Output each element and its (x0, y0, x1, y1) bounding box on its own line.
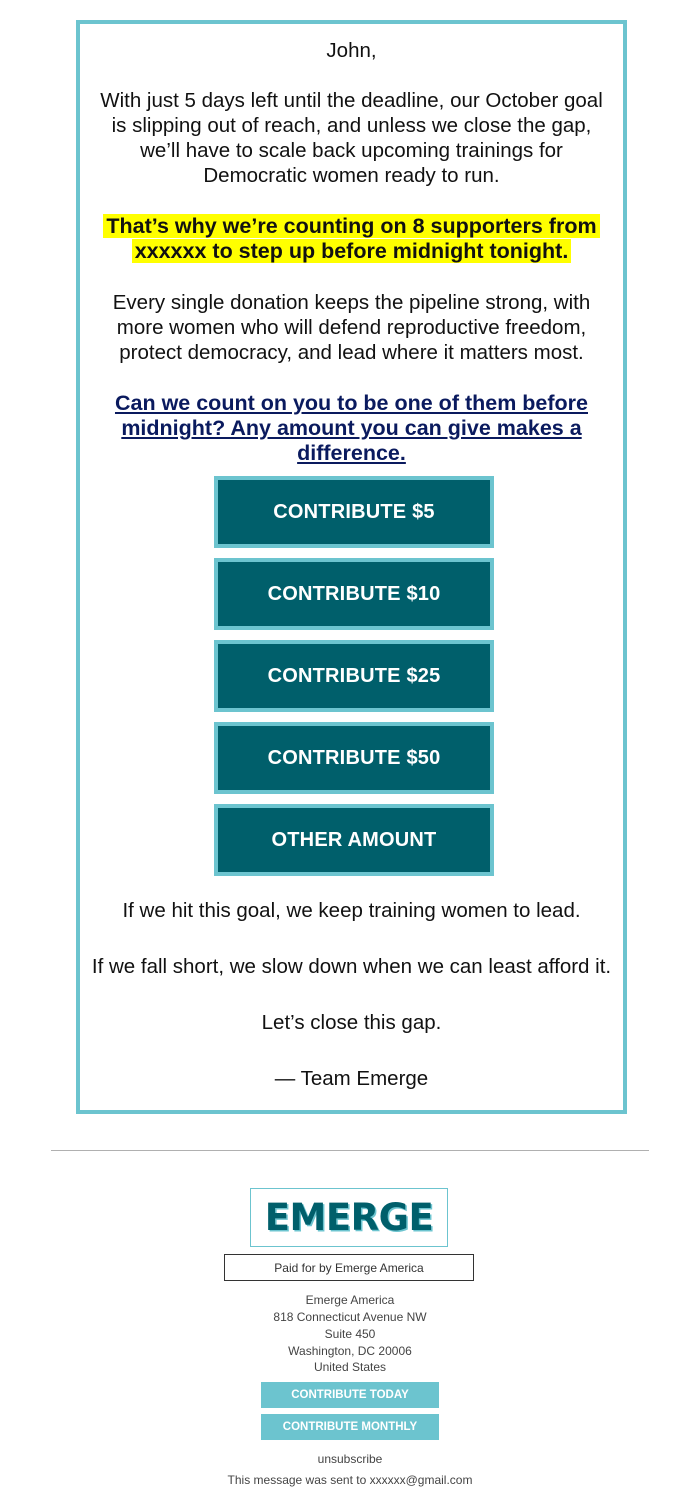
address-suite: Suite 450 (324, 1327, 376, 1341)
close-gap-line: Let’s close this gap. (261, 1011, 442, 1034)
greeting: John, (326, 39, 377, 62)
fall-short-line: If we fall short, we slow down when we can least afford it. (91, 955, 612, 978)
email-card (76, 20, 627, 1114)
sent-to-notice: This message was sent to xxxxxx@gmail.com (227, 1473, 473, 1487)
contribute-5-button[interactable]: CONTRIBUTE $5 (214, 476, 494, 548)
other-amount-button[interactable]: OTHER AMOUNT (214, 804, 494, 876)
intro-paragraph: With just 5 days left until the deadline, our October goal is slipping out of reach, and unless we close the gap, we’ll have to scale back upcoming trainings for Democratic women ready to run. (100, 89, 603, 187)
pipeline-paragraph: Every single donation keeps the pipeline strong, with more women who will defend reproductive freedom, protect democracy, and lead where it matters most. (112, 291, 591, 364)
address-street: 818 Connecticut Avenue NW (273, 1310, 427, 1324)
contribute-25-button[interactable]: CONTRIBUTE $25 (214, 640, 494, 712)
footer-divider (51, 1150, 649, 1151)
donate-ask-link[interactable]: Can we count on you to be one of them before midnight? Any amount you can give makes a difference. (114, 391, 588, 465)
highlight-paragraph (96, 214, 607, 264)
address-org: Emerge America (305, 1293, 395, 1307)
ask-paragraph (104, 391, 599, 466)
address-country: United States (313, 1360, 387, 1374)
contribute-today-button[interactable]: CONTRIBUTE TODAY (261, 1382, 439, 1408)
logo-text: EMERGE (264, 1196, 434, 1239)
unsubscribe-link[interactable]: unsubscribe (317, 1452, 383, 1466)
hit-goal-line: If we hit this goal, we keep training women to lead. (122, 899, 581, 922)
highlight-text: That’s why we’re counting on 8 supporters from xxxxxx to step up before midnight tonight. (103, 214, 599, 263)
signature: — Team Emerge (274, 1067, 429, 1090)
contribute-50-button[interactable]: CONTRIBUTE $50 (214, 722, 494, 794)
paid-for-disclaimer: Paid for by Emerge America (224, 1254, 474, 1281)
address-city: Washington, DC 20006 (288, 1344, 412, 1358)
contribute-10-button[interactable]: CONTRIBUTE $10 (214, 558, 494, 630)
contribute-monthly-button[interactable]: CONTRIBUTE MONTHLY (261, 1414, 439, 1440)
emerge-logo[interactable] (250, 1188, 448, 1247)
